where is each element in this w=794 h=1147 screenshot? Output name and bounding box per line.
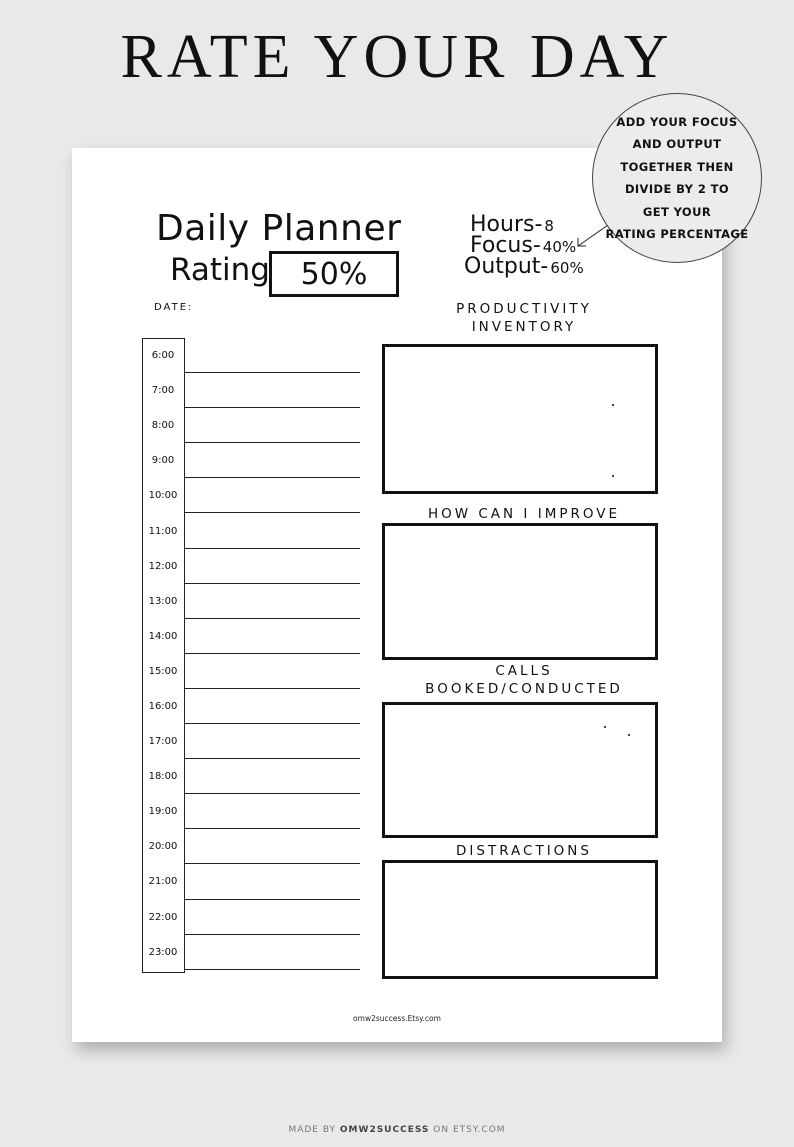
schedule-line[interactable] [184,442,360,478]
improve-title [382,505,666,523]
schedule-row [142,724,360,759]
distractions-box[interactable] [382,860,658,979]
bottom-credit [0,1125,794,1135]
footer-url: omw2success.Etsy.com [353,1014,441,1023]
improve-box[interactable] [382,523,658,660]
schedule-line[interactable] [184,793,360,829]
stat-focus-label: Focus- [470,233,541,258]
stat-output-label: Output- [464,254,549,279]
time-label: 20:00 [148,841,178,853]
callout-line: RATING PERCENTAGE [605,227,749,241]
productivity-title-line-1: PRODUCTIVITY [456,301,592,317]
callout-line: ADD YOUR FOCUS [616,114,738,129]
credit-suffix: ON ETSY.COM [433,1125,506,1135]
schedule-line[interactable] [184,899,360,935]
time-label: 12:00 [148,560,178,572]
time-label: 23:00 [148,946,178,958]
time-label: 7:00 [151,385,175,397]
schedule-line[interactable] [184,828,360,864]
schedule-row [142,513,360,548]
credit-brand: OMW2SUCCESS [339,1125,430,1135]
schedule-line[interactable] [184,548,360,584]
schedule-line[interactable] [184,372,360,408]
schedule-line[interactable] [184,583,360,619]
time-label: 8:00 [151,420,175,432]
schedule-line[interactable] [184,618,360,654]
page-title: RATE YOUR DAY [120,23,674,91]
schedule-row [142,338,360,373]
schedule-row [142,443,360,478]
time-label: 14:00 [148,630,178,642]
schedule-row [142,619,360,654]
distractions-title [382,842,666,860]
schedule-row [142,935,360,970]
callout-line: AND OUTPUT [632,137,722,151]
distractions-title-line-1: DISTRACTIONS [456,843,592,859]
schedule-row [142,584,360,619]
stat-focus-value: 40% [542,238,577,256]
schedule-row [142,654,360,689]
productivity-box[interactable] [382,344,658,494]
improve-title-line-1: HOW CAN I IMPROVE [427,506,621,522]
time-label: 22:00 [148,911,178,923]
schedule-row [142,864,360,899]
rating-label: Rating [170,252,270,288]
time-label: 21:00 [148,876,178,888]
time-label: 9:00 [151,455,175,467]
time-label: 10:00 [148,490,178,502]
time-label: 17:00 [148,736,178,748]
hourly-schedule [142,338,360,970]
calls-title-line-1: CALLS [495,663,553,679]
calls-box[interactable] [382,702,658,838]
time-label: 19:00 [148,806,178,818]
schedule-line[interactable] [184,863,360,899]
schedule-row [142,794,360,829]
dot [604,726,606,728]
rating-value: 50% [300,256,368,292]
schedule-row [142,373,360,408]
time-label: 6:00 [151,350,175,362]
credit-prefix: MADE BY [288,1125,337,1135]
calls-title [382,662,666,698]
dot [628,734,630,736]
schedule-line[interactable] [184,758,360,794]
callout-line: GET YOUR [642,204,712,219]
schedule-row [142,829,360,864]
schedule-line[interactable] [184,407,360,443]
dot [612,404,614,406]
schedule-line[interactable] [184,723,360,759]
rating-box[interactable] [269,251,399,297]
schedule-line[interactable] [184,477,360,513]
schedule-row [142,759,360,794]
time-label: 16:00 [148,700,178,712]
schedule-line[interactable] [184,934,360,970]
time-label: 11:00 [148,525,178,537]
planner-title: Daily Planner [156,208,402,249]
callout-line: DIVIDE BY 2 TO [624,182,730,196]
planner-sheet [72,148,722,1042]
schedule-line[interactable] [184,653,360,689]
instruction-callout [592,93,762,263]
schedule-line[interactable] [184,337,360,373]
time-label: 18:00 [148,771,178,783]
stat-output [464,254,584,279]
stat-hours-value: 8 [544,217,554,235]
time-label: 13:00 [148,595,178,607]
stat-hours-label: Hours- [470,212,543,237]
date-label: DATE: [154,302,194,313]
schedule-row [142,408,360,443]
schedule-line[interactable] [184,688,360,724]
productivity-title-line-2: INVENTORY [471,319,577,335]
schedule-row [142,900,360,935]
schedule-row [142,549,360,584]
dot [612,475,614,477]
schedule-line[interactable] [184,512,360,548]
stat-output-value: 60% [550,259,584,277]
time-label: 15:00 [148,665,178,677]
schedule-row [142,689,360,724]
callout-line: TOGETHER THEN [620,159,734,174]
schedule-row [142,478,360,513]
productivity-title [382,300,666,336]
calls-title-line-2: BOOKED/CONDUCTED [425,681,623,697]
